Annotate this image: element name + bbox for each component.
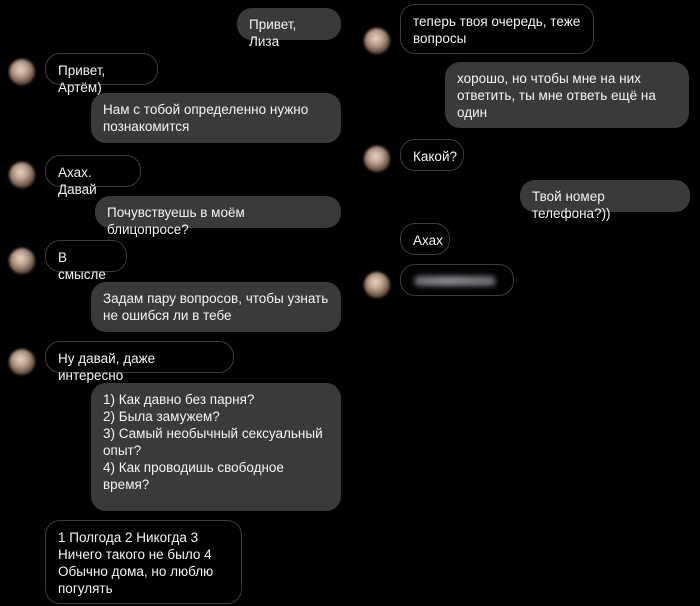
- right-chat-column: [352, 0, 700, 606]
- message-received[interactable]: Ахах. Давай: [45, 155, 141, 187]
- blurred-phone-number: [414, 276, 496, 286]
- message-received[interactable]: 1 Полгода 2 Никогда 3 Ничего такого не было 4 Обычно дома, но люблю погулять: [45, 520, 242, 604]
- message-sent[interactable]: Задам пару вопросов, чтобы узнать не ошибся ли в тебе: [91, 282, 341, 332]
- contact-avatar[interactable]: [364, 146, 390, 172]
- message-sent[interactable]: 1) Как давно без парня? 2) Была замужем? 3) Самый необычный сексуальный опыт? 4) Как проводишь свободное время?: [91, 383, 341, 511]
- message-received[interactable]: В смысле: [45, 240, 127, 272]
- contact-avatar[interactable]: [9, 349, 35, 375]
- column-divider: [345, 0, 351, 606]
- contact-avatar[interactable]: [364, 28, 390, 54]
- message-sent[interactable]: Нам с тобой определенно нужно познакомится: [91, 93, 341, 143]
- contact-avatar[interactable]: [364, 272, 390, 298]
- message-sent[interactable]: хорошо, но чтобы мне на них ответить, ты мне ответь ещё на один: [445, 62, 689, 128]
- contact-avatar[interactable]: [9, 162, 35, 188]
- message-received[interactable]: теперь твоя очередь, теже вопросы: [400, 4, 594, 54]
- message-received[interactable]: Какой?: [400, 139, 464, 171]
- contact-avatar[interactable]: [9, 248, 35, 274]
- message-sent[interactable]: Почувствуешь в моём блицопросе?: [95, 196, 341, 228]
- message-sent[interactable]: Привет, Лиза: [237, 8, 341, 40]
- message-received[interactable]: Ну давай, даже интересно: [45, 341, 234, 373]
- message-sent[interactable]: Твой номер телефона?)): [520, 180, 690, 212]
- left-chat-column: [0, 0, 344, 606]
- message-received[interactable]: Ахах: [400, 223, 450, 255]
- contact-avatar[interactable]: [9, 59, 35, 85]
- message-received[interactable]: Привет, Артём): [45, 53, 158, 85]
